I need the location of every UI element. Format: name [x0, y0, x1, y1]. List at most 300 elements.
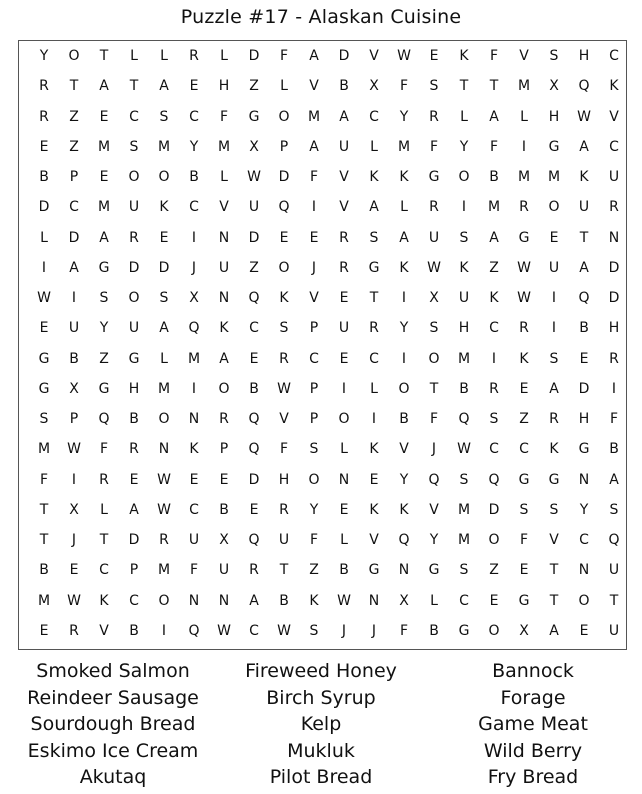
grid-cell[interactable]: D	[248, 48, 260, 65]
grid-cell[interactable]: E	[339, 290, 349, 307]
grid-cell[interactable]: M	[457, 501, 471, 518]
grid-cell[interactable]: U	[188, 532, 200, 549]
grid-cell[interactable]: K	[609, 78, 619, 95]
grid-cell[interactable]: M	[37, 441, 51, 458]
grid-cell[interactable]: F	[309, 169, 319, 186]
grid-cell[interactable]: V	[369, 48, 379, 65]
grid-cell[interactable]: F	[39, 471, 49, 488]
grid-cell[interactable]: S	[489, 411, 499, 428]
grid-cell[interactable]: R	[519, 320, 529, 337]
grid-cell[interactable]: N	[398, 562, 410, 579]
grid-cell[interactable]: G	[368, 562, 380, 579]
grid-cell[interactable]: G	[518, 471, 530, 488]
grid-cell[interactable]: K	[399, 259, 409, 276]
grid-cell[interactable]: C	[189, 501, 199, 518]
grid-cell[interactable]: I	[551, 320, 557, 337]
grid-cell[interactable]: M	[157, 138, 171, 155]
grid-cell[interactable]: R	[99, 471, 109, 488]
grid-cell[interactable]: W	[277, 622, 291, 639]
grid-cell[interactable]: Q	[248, 290, 260, 307]
grid-cell[interactable]: G	[128, 350, 140, 367]
grid-cell[interactable]: X	[429, 290, 439, 307]
grid-cell[interactable]: Q	[608, 532, 620, 549]
grid-cell[interactable]: R	[609, 350, 619, 367]
grid-cell[interactable]: T	[39, 532, 49, 549]
grid-cell[interactable]: Y	[429, 532, 439, 549]
grid-cell[interactable]: Y	[399, 471, 409, 488]
grid-cell[interactable]: P	[69, 411, 79, 428]
grid-cell[interactable]: A	[309, 48, 319, 65]
grid-cell[interactable]: P	[279, 138, 289, 155]
grid-cell[interactable]: G	[248, 108, 260, 125]
grid-cell[interactable]: J	[341, 622, 347, 639]
grid-cell[interactable]: F	[219, 108, 229, 125]
grid-cell[interactable]: U	[578, 199, 590, 216]
grid-cell[interactable]: C	[369, 108, 379, 125]
grid-cell[interactable]: G	[98, 259, 110, 276]
grid-cell[interactable]: A	[339, 108, 349, 125]
grid-cell[interactable]: P	[69, 169, 79, 186]
grid-cell[interactable]: O	[128, 290, 140, 307]
grid-cell[interactable]: B	[339, 78, 349, 95]
grid-cell[interactable]: I	[191, 229, 197, 246]
grid-cell[interactable]: Z	[489, 562, 499, 579]
grid-cell[interactable]: E	[519, 380, 529, 397]
grid-cell[interactable]: W	[427, 259, 441, 276]
grid-cell[interactable]: T	[99, 532, 109, 549]
grid-cell[interactable]: V	[339, 169, 349, 186]
grid-cell[interactable]: C	[579, 532, 589, 549]
grid-cell[interactable]: S	[159, 290, 169, 307]
grid-cell[interactable]: I	[191, 380, 197, 397]
grid-cell[interactable]: S	[129, 138, 139, 155]
grid-cell[interactable]: E	[339, 350, 349, 367]
grid-cell[interactable]: N	[368, 592, 380, 609]
grid-cell[interactable]: N	[578, 562, 590, 579]
grid-cell[interactable]: O	[578, 592, 590, 609]
grid-cell[interactable]: A	[579, 259, 589, 276]
grid-cell[interactable]: E	[519, 562, 529, 579]
grid-cell[interactable]: C	[249, 320, 259, 337]
grid-cell[interactable]: V	[279, 411, 289, 428]
grid-cell[interactable]: O	[488, 622, 500, 639]
grid-cell[interactable]: D	[38, 199, 50, 216]
grid-cell[interactable]: N	[188, 411, 200, 428]
grid-cell[interactable]: B	[399, 411, 409, 428]
grid-cell[interactable]: W	[277, 380, 291, 397]
grid-cell[interactable]: K	[459, 259, 469, 276]
grid-cell[interactable]: C	[189, 108, 199, 125]
grid-cell[interactable]: B	[579, 320, 589, 337]
grid-cell[interactable]: Y	[99, 320, 109, 337]
grid-cell[interactable]: M	[457, 350, 471, 367]
grid-cell[interactable]: V	[549, 532, 559, 549]
grid-cell[interactable]: G	[458, 622, 470, 639]
grid-cell[interactable]: T	[369, 290, 379, 307]
grid-cell[interactable]: C	[129, 592, 139, 609]
grid-cell[interactable]: F	[429, 138, 439, 155]
grid-cell[interactable]: I	[371, 411, 377, 428]
grid-cell[interactable]: U	[218, 259, 230, 276]
grid-cell[interactable]: F	[519, 532, 529, 549]
grid-cell[interactable]: X	[189, 290, 199, 307]
grid-cell[interactable]: V	[309, 290, 319, 307]
grid-cell[interactable]: P	[309, 411, 319, 428]
grid-cell[interactable]: D	[158, 259, 170, 276]
grid-cell[interactable]: U	[128, 199, 140, 216]
grid-cell[interactable]: K	[279, 290, 289, 307]
grid-cell[interactable]: G	[38, 350, 50, 367]
grid-cell[interactable]: B	[609, 441, 619, 458]
grid-cell[interactable]: G	[368, 259, 380, 276]
grid-cell[interactable]: G	[548, 471, 560, 488]
grid-cell[interactable]: O	[338, 411, 350, 428]
grid-cell[interactable]: W	[517, 259, 531, 276]
grid-cell[interactable]: A	[579, 138, 589, 155]
grid-cell[interactable]: P	[309, 320, 319, 337]
grid-cell[interactable]: X	[69, 380, 79, 397]
grid-cell[interactable]: S	[459, 471, 469, 488]
grid-cell[interactable]: E	[549, 229, 559, 246]
grid-cell[interactable]: H	[128, 380, 140, 397]
grid-cell[interactable]: K	[579, 169, 589, 186]
grid-cell[interactable]: E	[489, 592, 499, 609]
grid-cell[interactable]: K	[459, 48, 469, 65]
grid-cell[interactable]: A	[489, 229, 499, 246]
grid-cell[interactable]: R	[39, 108, 49, 125]
grid-cell[interactable]: S	[609, 501, 619, 518]
grid-cell[interactable]: I	[461, 199, 467, 216]
grid-cell[interactable]: O	[398, 380, 410, 397]
grid-cell[interactable]: N	[608, 229, 620, 246]
grid-cell[interactable]: F	[399, 78, 409, 95]
grid-cell[interactable]: K	[219, 320, 229, 337]
grid-cell[interactable]: V	[369, 532, 379, 549]
grid-cell[interactable]: L	[340, 532, 348, 549]
grid-cell[interactable]: O	[218, 380, 230, 397]
grid-cell[interactable]: A	[159, 78, 169, 95]
grid-cell[interactable]: C	[369, 350, 379, 367]
grid-cell[interactable]: Z	[489, 259, 499, 276]
grid-cell[interactable]: M	[157, 562, 171, 579]
grid-cell[interactable]: Z	[249, 259, 259, 276]
grid-cell[interactable]: X	[549, 78, 559, 95]
grid-cell[interactable]: I	[401, 350, 407, 367]
grid-cell[interactable]: M	[157, 380, 171, 397]
grid-cell[interactable]: E	[279, 229, 289, 246]
grid-cell[interactable]: I	[611, 380, 617, 397]
grid-cell[interactable]: S	[309, 622, 319, 639]
grid-cell[interactable]: O	[158, 411, 170, 428]
grid-cell[interactable]: M	[217, 138, 231, 155]
grid-cell[interactable]: E	[339, 501, 349, 518]
grid-cell[interactable]: L	[430, 592, 438, 609]
grid-cell[interactable]: S	[459, 229, 469, 246]
grid-cell[interactable]: F	[429, 411, 439, 428]
grid-cell[interactable]: H	[218, 78, 230, 95]
grid-cell[interactable]: W	[577, 108, 591, 125]
grid-cell[interactable]: K	[369, 501, 379, 518]
grid-cell[interactable]: L	[220, 169, 228, 186]
grid-cell[interactable]: E	[579, 622, 589, 639]
grid-cell[interactable]: A	[99, 229, 109, 246]
grid-cell[interactable]: T	[99, 48, 109, 65]
grid-cell[interactable]: F	[489, 48, 499, 65]
grid-cell[interactable]: B	[459, 380, 469, 397]
grid-cell[interactable]: R	[429, 199, 439, 216]
grid-cell[interactable]: Q	[248, 441, 260, 458]
grid-cell[interactable]: W	[157, 471, 171, 488]
grid-cell[interactable]: M	[547, 169, 561, 186]
grid-cell[interactable]: I	[71, 471, 77, 488]
grid-cell[interactable]: O	[158, 592, 170, 609]
grid-cell[interactable]: I	[71, 290, 77, 307]
grid-cell[interactable]: G	[428, 169, 440, 186]
grid-cell[interactable]: T	[579, 229, 589, 246]
grid-cell[interactable]: C	[129, 108, 139, 125]
grid-cell[interactable]: L	[520, 108, 528, 125]
grid-cell[interactable]: K	[399, 169, 409, 186]
grid-cell[interactable]: B	[339, 562, 349, 579]
grid-cell[interactable]: Y	[459, 138, 469, 155]
grid-cell[interactable]: K	[309, 592, 319, 609]
grid-cell[interactable]: B	[129, 411, 139, 428]
grid-cell[interactable]: D	[248, 471, 260, 488]
grid-cell[interactable]: Y	[39, 48, 49, 65]
grid-cell[interactable]: R	[39, 78, 49, 95]
grid-cell[interactable]: Q	[248, 532, 260, 549]
grid-cell[interactable]: E	[579, 350, 589, 367]
grid-cell[interactable]: W	[37, 290, 51, 307]
grid-cell[interactable]: E	[369, 471, 379, 488]
grid-cell[interactable]: M	[37, 592, 51, 609]
grid-cell[interactable]: E	[189, 471, 199, 488]
grid-cell[interactable]: I	[311, 199, 317, 216]
grid-cell[interactable]: U	[278, 532, 290, 549]
grid-cell[interactable]: J	[431, 441, 437, 458]
grid-cell[interactable]: W	[247, 169, 261, 186]
grid-cell[interactable]: Z	[69, 138, 79, 155]
grid-cell[interactable]: R	[69, 622, 79, 639]
grid-cell[interactable]: U	[218, 562, 230, 579]
grid-cell[interactable]: P	[129, 562, 139, 579]
grid-cell[interactable]: C	[99, 562, 109, 579]
grid-cell[interactable]: R	[159, 532, 169, 549]
grid-cell[interactable]: E	[189, 78, 199, 95]
grid-cell[interactable]: A	[249, 592, 259, 609]
grid-cell[interactable]: N	[338, 471, 350, 488]
grid-cell[interactable]: C	[249, 622, 259, 639]
grid-cell[interactable]: I	[551, 290, 557, 307]
grid-cell[interactable]: V	[219, 199, 229, 216]
grid-cell[interactable]: M	[457, 532, 471, 549]
grid-cell[interactable]: H	[278, 471, 290, 488]
grid-cell[interactable]: M	[517, 169, 531, 186]
grid-cell[interactable]: F	[609, 411, 619, 428]
grid-cell[interactable]: B	[219, 501, 229, 518]
grid-cell[interactable]: E	[39, 320, 49, 337]
grid-cell[interactable]: U	[338, 320, 350, 337]
grid-cell[interactable]: A	[129, 501, 139, 518]
grid-cell[interactable]: F	[279, 48, 289, 65]
grid-cell[interactable]: K	[369, 441, 379, 458]
grid-cell[interactable]: L	[100, 501, 108, 518]
grid-cell[interactable]: E	[99, 169, 109, 186]
grid-cell[interactable]: K	[369, 169, 379, 186]
grid-cell[interactable]: U	[458, 290, 470, 307]
grid-cell[interactable]: H	[578, 48, 590, 65]
grid-cell[interactable]: E	[129, 471, 139, 488]
grid-cell[interactable]: O	[128, 169, 140, 186]
grid-cell[interactable]: S	[519, 501, 529, 518]
grid-cell[interactable]: O	[278, 108, 290, 125]
grid-cell[interactable]: C	[309, 350, 319, 367]
grid-cell[interactable]: G	[428, 562, 440, 579]
grid-cell[interactable]: O	[488, 532, 500, 549]
grid-cell[interactable]: S	[459, 562, 469, 579]
grid-cell[interactable]: R	[189, 48, 199, 65]
grid-cell[interactable]: K	[399, 501, 409, 518]
grid-cell[interactable]: R	[519, 199, 529, 216]
grid-cell[interactable]: W	[517, 290, 531, 307]
grid-cell[interactable]: Q	[428, 471, 440, 488]
grid-cell[interactable]: A	[69, 259, 79, 276]
grid-cell[interactable]: Q	[578, 290, 590, 307]
grid-cell[interactable]: N	[158, 441, 170, 458]
grid-cell[interactable]: Z	[249, 78, 259, 95]
grid-cell[interactable]: K	[519, 350, 529, 367]
grid-cell[interactable]: Y	[399, 108, 409, 125]
grid-cell[interactable]: Y	[399, 320, 409, 337]
grid-cell[interactable]: U	[608, 562, 620, 579]
grid-cell[interactable]: E	[39, 622, 49, 639]
grid-cell[interactable]: U	[608, 169, 620, 186]
grid-cell[interactable]: T	[129, 78, 139, 95]
grid-cell[interactable]: J	[71, 532, 77, 549]
grid-cell[interactable]: B	[39, 169, 49, 186]
grid-cell[interactable]: D	[488, 501, 500, 518]
grid-cell[interactable]: F	[279, 441, 289, 458]
grid-cell[interactable]: M	[97, 199, 111, 216]
grid-cell[interactable]: Z	[99, 350, 109, 367]
grid-cell[interactable]: I	[41, 259, 47, 276]
grid-cell[interactable]: T	[429, 380, 439, 397]
grid-cell[interactable]: A	[549, 622, 559, 639]
grid-cell[interactable]: S	[309, 441, 319, 458]
grid-cell[interactable]: G	[578, 441, 590, 458]
grid-cell[interactable]: L	[280, 78, 288, 95]
grid-cell[interactable]: L	[370, 138, 378, 155]
grid-cell[interactable]: R	[249, 562, 259, 579]
grid-cell[interactable]: T	[69, 78, 79, 95]
grid-cell[interactable]: C	[489, 320, 499, 337]
grid-cell[interactable]: O	[308, 471, 320, 488]
grid-cell[interactable]: A	[309, 138, 319, 155]
grid-cell[interactable]: C	[69, 199, 79, 216]
grid-cell[interactable]: X	[249, 138, 259, 155]
grid-cell[interactable]: S	[99, 290, 109, 307]
grid-cell[interactable]: E	[249, 350, 259, 367]
grid-cell[interactable]: C	[489, 441, 499, 458]
grid-cell[interactable]: G	[548, 138, 560, 155]
grid-cell[interactable]: E	[429, 48, 439, 65]
grid-cell[interactable]: Z	[69, 108, 79, 125]
grid-cell[interactable]: G	[518, 592, 530, 609]
grid-cell[interactable]: F	[489, 138, 499, 155]
grid-cell[interactable]: U	[68, 320, 80, 337]
grid-cell[interactable]: L	[130, 48, 138, 65]
grid-cell[interactable]: H	[578, 411, 590, 428]
grid-cell[interactable]: E	[219, 471, 229, 488]
grid-cell[interactable]: M	[307, 108, 321, 125]
grid-cell[interactable]: A	[399, 229, 409, 246]
grid-cell[interactable]: X	[219, 532, 229, 549]
grid-cell[interactable]: K	[99, 592, 109, 609]
grid-cell[interactable]: B	[249, 380, 259, 397]
grid-cell[interactable]: E	[159, 229, 169, 246]
grid-cell[interactable]: Q	[98, 411, 110, 428]
grid-cell[interactable]: Q	[248, 411, 260, 428]
grid-cell[interactable]: Q	[398, 532, 410, 549]
grid-cell[interactable]: G	[98, 380, 110, 397]
grid-cell[interactable]: W	[337, 592, 351, 609]
grid-cell[interactable]: R	[339, 229, 349, 246]
grid-cell[interactable]: H	[608, 320, 620, 337]
grid-cell[interactable]: E	[69, 562, 79, 579]
grid-cell[interactable]: R	[489, 380, 499, 397]
grid-cell[interactable]: D	[578, 380, 590, 397]
grid-cell[interactable]: P	[309, 380, 319, 397]
grid-cell[interactable]: R	[429, 108, 439, 125]
grid-cell[interactable]: A	[99, 78, 109, 95]
grid-cell[interactable]: L	[40, 229, 48, 246]
grid-cell[interactable]: R	[369, 320, 379, 337]
grid-cell[interactable]: D	[278, 169, 290, 186]
grid-cell[interactable]: F	[189, 562, 199, 579]
grid-cell[interactable]: R	[549, 411, 559, 428]
grid-cell[interactable]: M	[187, 350, 201, 367]
grid-cell[interactable]: B	[39, 562, 49, 579]
grid-cell[interactable]: U	[248, 199, 260, 216]
grid-cell[interactable]: O	[428, 350, 440, 367]
grid-cell[interactable]: R	[279, 350, 289, 367]
grid-cell[interactable]: Q	[488, 471, 500, 488]
grid-cell[interactable]: M	[97, 138, 111, 155]
grid-cell[interactable]: D	[128, 532, 140, 549]
grid-cell[interactable]: T	[459, 78, 469, 95]
grid-cell[interactable]: B	[189, 169, 199, 186]
grid-cell[interactable]: X	[519, 622, 529, 639]
grid-cell[interactable]: N	[188, 592, 200, 609]
grid-cell[interactable]: O	[548, 199, 560, 216]
grid-cell[interactable]: D	[128, 259, 140, 276]
grid-cell[interactable]: K	[159, 199, 169, 216]
grid-cell[interactable]: T	[279, 562, 289, 579]
grid-cell[interactable]: W	[67, 592, 81, 609]
grid-cell[interactable]: P	[219, 441, 229, 458]
grid-cell[interactable]: C	[609, 48, 619, 65]
grid-cell[interactable]: N	[218, 290, 230, 307]
grid-cell[interactable]: I	[341, 380, 347, 397]
grid-cell[interactable]: V	[339, 199, 349, 216]
grid-cell[interactable]: F	[399, 622, 409, 639]
grid-cell[interactable]: S	[549, 501, 559, 518]
grid-cell[interactable]: Z	[519, 411, 529, 428]
grid-cell[interactable]: W	[457, 441, 471, 458]
grid-cell[interactable]: O	[278, 259, 290, 276]
grid-cell[interactable]: Y	[579, 501, 589, 518]
grid-cell[interactable]: K	[549, 441, 559, 458]
